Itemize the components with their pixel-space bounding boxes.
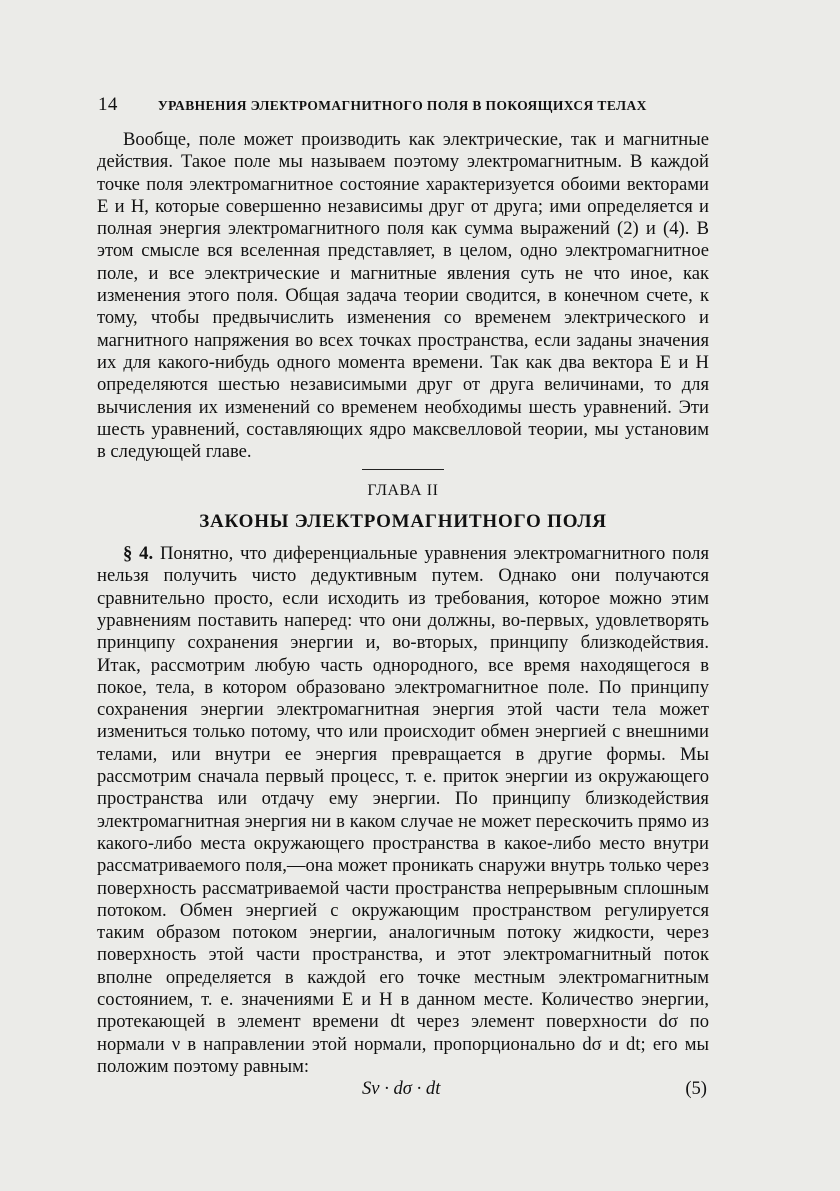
equation-line — [97, 1078, 709, 1102]
section-4-text: Понятно, что диференциальные уравнения электромагнитного поля нельзя получить чисто дедуктивным путем. Однако они получаются сравнительно просто, если исходить из требования, которое можно этим уравнениям поставить наперед: что они должны, во-первых, удовлетворять принципу сохранения энергии и, во-вторых, принципу близкодействия. Итак, рассмотрим любую часть однородного, все время находящегося в покое, тела, в котором образовано электромагнитное поле. По принципу сохранения энергии электромагнитная энергия этой части тела может измениться только потому, что или происходит обмен энергией с внешними телами, или внутри ее энергия превращается в другие формы. Мы рассмотрим сначала первый процесс, т. е. приток энергии из окружающего пространства или отдачу ему энергии. По принципу близкодействия электромагнитная энергия ни в каком случае не может перескочить прямо из какого-либо места окружающего пространства в какое-либо место внутри рассматриваемого поля,—она может проникать снаружи внутрь только через поверхность рассматриваемой части пространства непрерывным сплошным потоком. Обмен энергией с окружающим пространством регулируется таким образом потоком энергии, аналогичным потоку жидкости, через поверхность этой части пространства, и этот электромагнитный поток вполне определяется в каждой его точке местным электромагнитным состоянием, т. е. значениями E и H в данном месте. Количество энергии, протекающей в элемент времени dt через элемент поверхности dσ по нормали ν в направлении этой нормали, пропорционально dσ и dt; его мы положим поэтому равным: — [97, 543, 709, 1077]
section-divider — [362, 469, 444, 470]
chapter-title: ЗАКОНЫ ЭЛЕКТРОМАГНИТНОГО ПОЛЯ — [199, 510, 607, 532]
equation-number: (5) — [685, 1078, 707, 1100]
page-header — [98, 94, 708, 116]
paragraph-intro: Вообще, поле может производить как электрические, так и магнитные действия. Такое поле мы называем поэтому электромагнитным. В каждой точке поля электромагнитное состояние характеризуется обоими векторами E и H, которые совершенно независимы друг от друга; ими определяется и полная энергия электромагнитного поля как сумма выражений (2) и (4). В этом смысле вся вселенная представляет, в целом, одно электромагнитное поле, и все электрические и магнитные явления суть не что иное, как изменения этого поля. Общая задача теории сводится, в конечном счете, к тому, чтобы предвычислить изменения со временем электрического и магнитного напряжения во всех точках пространства, если заданы значения их для какого-нибудь одного момента времени. Так как два вектора E и H определяются шестью независимыми друг от друга величинами, то для вычисления их изменений со временем необходимы шесть уравнений. Эти шесть уравнений, составляющих ядро максвелловой теории, мы установим в следующей главе. — [97, 129, 709, 463]
section-mark: § 4. — [123, 543, 154, 565]
page-number: 14 — [98, 94, 118, 115]
running-title: УРАВНЕНИЯ ЭЛЕКТРОМАГНИТНОГО ПОЛЯ В ПОКОЯЩИХСЯ ТЕЛАХ — [157, 98, 647, 113]
chapter-number: ГЛАВА II — [367, 482, 439, 500]
paragraph-section-4 — [97, 543, 709, 1078]
page-body — [97, 129, 709, 1102]
equation-formula: Sν · dσ · dt — [362, 1078, 441, 1100]
